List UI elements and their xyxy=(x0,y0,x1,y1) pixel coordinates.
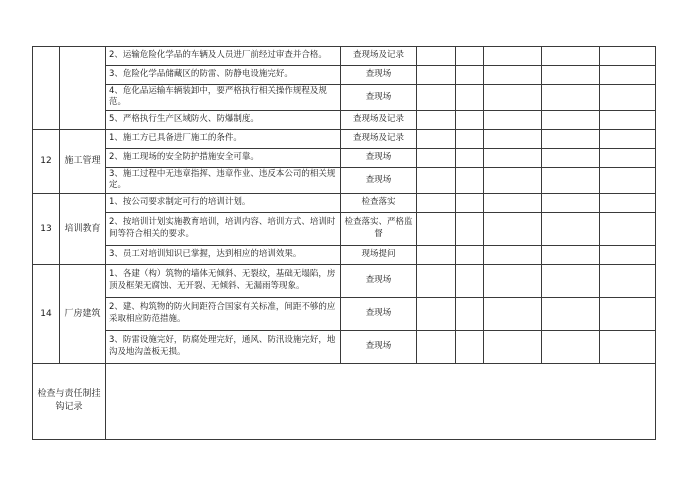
check-item: 3、防雷设施完好，防腐处理完好，通风、防汛设施完好，地沟及地沟盖板无损。 xyxy=(106,330,341,363)
result-cell xyxy=(417,167,456,193)
footer-record-cell xyxy=(106,363,656,439)
result-cell xyxy=(600,85,656,111)
result-cell xyxy=(600,148,656,167)
result-cell xyxy=(456,148,484,167)
result-cell xyxy=(600,110,656,129)
table-row xyxy=(33,110,656,129)
result-cell xyxy=(417,330,456,363)
item-number-cell xyxy=(33,47,60,130)
result-cell xyxy=(417,148,456,167)
result-cell xyxy=(484,47,542,66)
result-cell xyxy=(417,245,456,264)
result-cell xyxy=(542,110,600,129)
result-cell xyxy=(484,264,542,297)
result-cell xyxy=(417,47,456,66)
result-cell xyxy=(417,297,456,330)
check-method: 查现场 xyxy=(341,148,417,167)
result-cell xyxy=(484,66,542,85)
result-cell xyxy=(417,193,456,212)
result-cell xyxy=(456,193,484,212)
result-cell xyxy=(417,129,456,148)
result-cell xyxy=(542,193,600,212)
result-cell xyxy=(484,167,542,193)
table-row xyxy=(33,129,656,148)
result-cell xyxy=(456,245,484,264)
table-row xyxy=(33,297,656,330)
check-method: 检查落实、严格监督 xyxy=(341,212,417,245)
result-cell xyxy=(600,66,656,85)
table-row xyxy=(33,167,656,193)
footer-label: 检查与责任制挂钩记录 xyxy=(33,363,106,439)
check-item: 1、各建（构）筑物的墙体无倾斜、无裂纹，基础无塌陷，房顶及框架无腐蚀、无开裂、无倾斜、无漏雨等现象。 xyxy=(106,264,341,297)
category-cell: 施工管理 xyxy=(60,129,106,193)
item-number-cell: 14 xyxy=(33,264,60,363)
result-cell xyxy=(456,129,484,148)
check-item: 3、员工对培训知识已掌握，达到相应的培训效果。 xyxy=(106,245,341,264)
check-item: 2、按培训计划实施教育培训，培训内容、培训方式、培训时间等符合相关的要求。 xyxy=(106,212,341,245)
result-cell xyxy=(417,212,456,245)
result-cell xyxy=(456,110,484,129)
result-cell xyxy=(600,212,656,245)
result-cell xyxy=(484,193,542,212)
result-cell xyxy=(484,85,542,111)
check-method: 查现场 xyxy=(341,330,417,363)
item-number-cell: 13 xyxy=(33,193,60,264)
check-method: 查现场 xyxy=(341,297,417,330)
result-cell xyxy=(456,264,484,297)
result-cell xyxy=(456,167,484,193)
result-cell xyxy=(600,245,656,264)
result-cell xyxy=(600,167,656,193)
check-method: 现场提问 xyxy=(341,245,417,264)
result-cell xyxy=(417,66,456,85)
result-cell xyxy=(542,167,600,193)
result-cell xyxy=(484,148,542,167)
category-cell: 厂房建筑 xyxy=(60,264,106,363)
check-item: 4、危化品运输车辆装卸中，要严格执行相关操作规程及规范。 xyxy=(106,85,341,111)
category-cell xyxy=(60,47,106,130)
result-cell xyxy=(542,148,600,167)
result-cell xyxy=(600,47,656,66)
check-item: 5、严格执行生产区域防火、防爆制度。 xyxy=(106,110,341,129)
check-item: 2、施工现场的安全防护措施安全可靠。 xyxy=(106,148,341,167)
result-cell xyxy=(456,47,484,66)
safety-checklist-table xyxy=(32,46,656,440)
result-cell xyxy=(456,212,484,245)
result-cell xyxy=(542,212,600,245)
check-method: 查现场及记录 xyxy=(341,129,417,148)
footer-row xyxy=(33,363,656,439)
result-cell xyxy=(542,330,600,363)
check-method: 查现场及记录 xyxy=(341,47,417,66)
result-cell xyxy=(600,193,656,212)
result-cell xyxy=(542,85,600,111)
table-row xyxy=(33,47,656,66)
check-item: 1、施工方已具备进厂施工的条件。 xyxy=(106,129,341,148)
table-row xyxy=(33,85,656,111)
result-cell xyxy=(456,85,484,111)
check-method: 检查落实 xyxy=(341,193,417,212)
table-row xyxy=(33,193,656,212)
table-row xyxy=(33,264,656,297)
category-cell: 培训教育 xyxy=(60,193,106,264)
result-cell xyxy=(456,66,484,85)
result-cell xyxy=(484,110,542,129)
check-item: 3、危险化学品储藏区的防雷、防静电设施完好。 xyxy=(106,66,341,85)
check-method: 查现场及记录 xyxy=(341,110,417,129)
check-method: 查现场 xyxy=(341,264,417,297)
check-item: 2、运输危险化学品的车辆及人员进厂前经过审查并合格。 xyxy=(106,47,341,66)
table-row xyxy=(33,245,656,264)
result-cell xyxy=(600,129,656,148)
result-cell xyxy=(600,264,656,297)
result-cell xyxy=(542,66,600,85)
table-row xyxy=(33,330,656,363)
item-number-cell: 12 xyxy=(33,129,60,193)
table-row xyxy=(33,212,656,245)
result-cell xyxy=(417,85,456,111)
check-item: 2、建、构筑物的防火间距符合国家有关标准，间距不够的应采取相应防范措施。 xyxy=(106,297,341,330)
result-cell xyxy=(456,297,484,330)
result-cell xyxy=(542,245,600,264)
result-cell xyxy=(417,110,456,129)
check-method: 查现场 xyxy=(341,167,417,193)
result-cell xyxy=(456,330,484,363)
result-cell xyxy=(484,245,542,264)
check-method: 查现场 xyxy=(341,66,417,85)
result-cell xyxy=(542,129,600,148)
result-cell xyxy=(542,297,600,330)
check-item: 3、施工过程中无违章指挥、违章作业、违反本公司的相关规定。 xyxy=(106,167,341,193)
result-cell xyxy=(417,264,456,297)
result-cell xyxy=(542,264,600,297)
result-cell xyxy=(600,297,656,330)
check-method: 查现场 xyxy=(341,85,417,111)
table-row xyxy=(33,66,656,85)
result-cell xyxy=(484,297,542,330)
result-cell xyxy=(542,47,600,66)
result-cell xyxy=(600,330,656,363)
result-cell xyxy=(484,129,542,148)
table-row xyxy=(33,148,656,167)
check-item: 1、按公司要求制定可行的培训计划。 xyxy=(106,193,341,212)
result-cell xyxy=(484,212,542,245)
result-cell xyxy=(484,330,542,363)
